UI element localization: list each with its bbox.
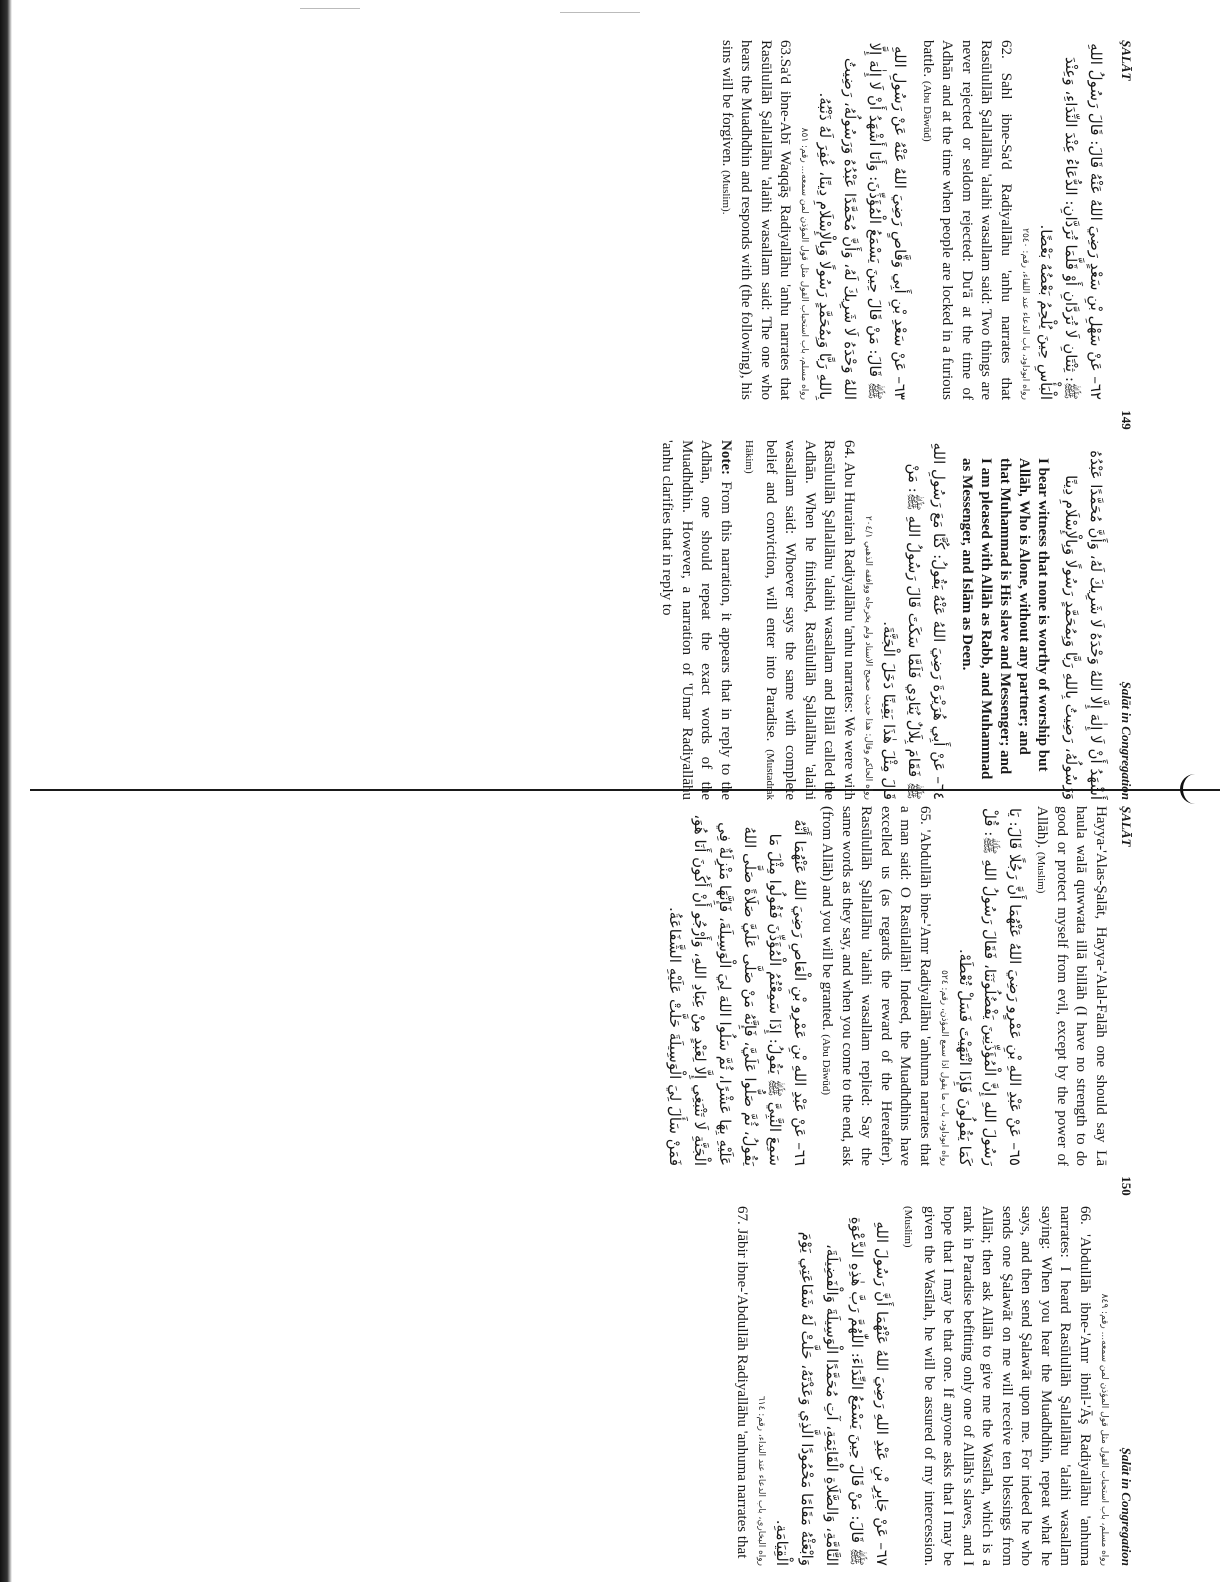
header-left: ŞALĀT (1119, 806, 1134, 847)
binding-curve (1180, 774, 1220, 804)
hadith-67-arabic: ٦٧– عَنْ جَابِرِ بْنِ عَبْدِ اللهِ رَضِيَ اللهُ عَنْهُمَا أَنَّ رَسُولَ اللهِ ﷺ قَالَ: مَنْ قَالَ حِينَ يَسْمَعُ النِّدَاءَ: اللّٰهُمَّ رَبَّ هٰذِهِ الدَّعْوَةِ التَّامَّةِ، وَالصَّلَاةِ الْقَائِمَةِ، آتِ مُحَمَّدًا الْوَسِيلَةَ وَالْفَضِيلَةَ، وَابْعَثْهُ مَقَامًا مَحْمُودًا الَّذِي وَعَدْتَهُ، حَلَّتْ لَهُ شَفَاعَتِي يَوْمَ الْقِيَامَةِ. (773, 1216, 891, 1566)
hadith-63-arabic: ٦٣– عَنْ سَعْدِ بْنِ أَبِي وَقَّاصٍ رَضِيَ اللهُ عَنْهُ عَنْ رَسُولِ اللهِ ﷺ قَالَ: مَنْ قَالَ حِينَ يَسْمَعُ الْمُؤَذِّنَ: وَأَنَا أَشْهَدُ أَنْ لَا إِلٰهَ إِلَّا اللهُ وَحْدَهُ لَا شَرِيكَ لَهُ، وَأَنَّ مُحَمَّدًا عَبْدُهُ وَرَسُولُهُ، رَضِيتُ بِاللهِ رَبًّا وَبِمُحَمَّدٍ رَسُولًا وَبِالْإِسْلَامِ دِينًا، غُفِرَ لَهُ ذَنْبُهُ. (816, 42, 910, 400)
left-column (660, 806, 1110, 1166)
hadith-65-arabic-ref: رواه ابوداود، باب ما يقول اذا سمع المؤذن، رقم: ٥٢٤ (939, 970, 949, 1166)
hadith-65-arabic: ٦٥– عَنْ عَبْدِ اللهِ بْنِ عَمْرٍو رَضِيَ اللهُ عَنْهُمَا أَنَّ رَجُلًا قَالَ: يَا رَسُولَ اللهِ إِنَّ الْمُؤَذِّنِينَ يَفْضُلُونَنَا، فَقَالَ رَسُولُ اللهِ ﷺ: قُلْ كَمَا يَقُولُونَ فَإِذَا انْتَهَيْتَ فَسَلْ تُعْطَهْ. (956, 808, 1024, 1166)
hadith-67-text: 67. Jābir ibne-'Abdullāh Radiyallāhu 'anhuma narrates that (734, 1206, 750, 1559)
hadith-66-source: (Muslim) (902, 1206, 915, 1248)
hadith-63-dua-arabic: أَشْهَدُ أَنْ لَا إِلٰهَ إِلَّا اللهُ وَحْدَهُ لَا شَرِيكَ لَهُ، وَأَنَّ مُحَمَّدًا عَبْدُهُ وَرَسُولُهُ، رَضِيتُ بِاللهِ رَبًّا وَبِمُحَمَّدٍ رَسُولًا وَبِالْإِسْلَامِ دِينًا (1062, 450, 1105, 800)
hadith-66-text: 66. 'Abdullāh ibne-'Amr ibnil-'Āş Radiyallāhu 'anhuma narrates: I heard Rasūlullāh Şallallāhu 'alaihi wasallam saying: When you hear the Muadhdhin, repeat what he says, and then send Şalawāt upon me. For indeed he who sends one Şalawāt on me will receive ten blessings from Allāh; then ask Allāh to give me the Wasīlah, which is a rank in Paradise befitting only one of Allāh's slaves, and I hope that I may be that one. If anyone asks that I may be given the Wasīlah, he will be assured of my intercession. (Muslim) (902, 1206, 1093, 1566)
page-number: 149 (1119, 410, 1134, 430)
note-text: From this narration, it appears that in reply to the Adhān, one should repeat the exact words of the Muadhdhin. However, a narration of 'Umar Radiyallāhu 'anhu clarifies that in reply to (659, 440, 734, 801)
page-header (1110, 806, 1140, 1566)
page-number: 150 (1119, 1176, 1134, 1196)
hadith-63-text: 63.Sa'd ibne-Abī Waqqāş Radiyallāhu 'anhu narrates that Rasūlullāh Şallallāhu 'alaihi wasallam said: The one who hears the Muadhdhin and responds with (the following), his sins will be forgiven. (Muslim). (719, 40, 794, 400)
scan-mark (300, 8, 360, 9)
hadith-67-arabic-ref: رواه البخاري، باب الدعاء عند النداء، رقم: ٦١٤ (756, 1395, 766, 1566)
hadith-62-arabic-ref: رواه ابوداود، باب الدعاء عند اللقاء، رقم: ٢٥٤٠ (1020, 228, 1030, 400)
hadith-63-source: (Muslim). (720, 170, 732, 215)
hadith-66-arabic: ٦٦– عَنْ عَبْدِ اللهِ بْنِ عَمْرِو بْنِ الْعَاصِ رَضِيَ اللهُ عَنْهُمَا أَنَّهُ سَمِعَ النَّبِيَّ ﷺ يَقُولُ: إِذَا سَمِعْتُمُ الْمُؤَذِّنَ فَقُولُوا مِثْلَ مَا يَقُولُ، ثُمَّ صَلُّوا عَلَيَّ، فَإِنَّهُ مَنْ صَلَّى عَلَيَّ صَلَاةً صَلَّى اللهُ عَلَيْهِ بِهَا عَشْرًا، ثُمَّ سَلُوا اللهَ لِيَ الْوَسِيلَةَ، فَإِنَّهَا مَنْزِلَةٌ فِي الْجَنَّةِ لَا تَنْبَغِي إِلَّا لِعَبْدٍ مِنْ عِبَادِ اللهِ، وَأَرْجُو أَنْ أَكُونَ أَنَا هُوَ، فَمَنْ سَأَلَ لِيَ الْوَسِيلَةَ حَلَّتْ عَلَيْهِ الشَّفَاعَةُ. (666, 814, 809, 1166)
continuation-source: (Muslim) (1035, 851, 1048, 894)
hadith-66-arabic-ref: رواه مسلم، باب استحباب القول مثل قول المؤذن لمن سمعه... رقم: ٨٤٩ (1099, 1293, 1109, 1566)
hadith-63-translation: I bear witness that none is worthy of worship but Allāh, Who is Alone, without any partner; and that Muhammad is His slave and Messenger; and I am pleased with Allāh as Rabb, and Muhammad as Messenger, and Islām as Deen. (959, 458, 1051, 780)
hadith-65-source: (Abu Dāwūd) (820, 1034, 833, 1096)
scan-mark (560, 12, 640, 13)
hadith-64-arabic: ٦٤– عَنْ أَبِي هُرَيْرَةَ رَضِيَ اللهُ عَنْهُ يَقُولُ: كُنَّا مَعَ رَسُولِ اللهِ ﷺ فَقَامَ بِلَالٌ يُنَادِي فَلَمَّا سَكَتَ قَالَ رَسُولُ اللهِ ﷺ: مَنْ قَالَ مِثْلَ هٰذَا يَقِينًا دَخَلَ الْجَنَّةَ. (880, 442, 948, 800)
header-right: Ṣalāt in Congregation (1119, 681, 1134, 800)
hadith-64-arabic-ref: رواه الحاكم وقال: هذا حديث صحيح الاسناد ولم يخرجاه ووافقه الذهبي ٢٠٤/١ (863, 515, 873, 800)
page-149 (50, 40, 1140, 800)
hadith-64-source: (Mustadrak Hākim) (743, 440, 776, 800)
header-right: Ṣalāt in Congregation (1119, 1447, 1134, 1566)
header-left: ŞALĀT (1119, 40, 1134, 81)
page-150 (50, 806, 1140, 1566)
book-binding-edge (0, 0, 12, 1582)
continuation-text: Hayya-'Alas-Şalāt, Hayya-'Alal-Falāh one should say Lā haula walā quwwata illā billāh (I have no strength to do good or protect myself from evil, except by the power of Allāh). (Muslim) (1034, 806, 1109, 1166)
hadith-62-arabic: ٦٢– عَنْ سَهْلِ بْنِ سَعْدٍ رَضِيَ اللهُ عَنْهُ قَالَ: قَالَ رَسُولُ اللهِ ﷺ: ثِنْتَانِ لَا تُرَدَّانِ أَوْ قَلَّمَا تُرَدَّانِ: الدُّعَاءُ عِنْدَ النِّدَاءِ، وَعِنْدَ الْبَأْسِ حِينَ يُلْحِمُ بَعْضُهُ بَعْضًا. (1037, 43, 1105, 400)
left-column (653, 40, 1110, 400)
hadith-62-source: (Abu Dāwūd) (921, 80, 933, 142)
page-header (1110, 40, 1140, 800)
hadith-62-text: 62. Sahl ibne-Sa'd Radiyallāhu 'anhu narrates that Rasūlullāh Şallallāhu 'alaihi wasallam said: Two things are never rejected or seldom rejected: Du'ā at the time of Adhān and at the time when people are locked in a furious battle. (Abu Dāwūd) (920, 40, 1014, 400)
note (657, 440, 735, 800)
hadith-63-arabic-ref: رواه مسلم، باب استحباب القول مثل قول المؤذن لمن سمعه... رقم: ٨٥١ (799, 127, 810, 400)
note-label: Note: (718, 440, 734, 475)
hadith-65-text: 65. 'Abdullāh ibne-'Amr Radiyallāhu 'anhuma narrates that a man said: O Rasūlallāh! Indeed, the Muadhdhins have excelled us (as regards the reward of the Hereafter). Rasūlullāh Şallallāhu 'alaihi wasallam replied: Say the same words as they say, and when you come to the end, ask (from Allāh) and you will be granted. (Abu Dāwūd) (819, 806, 933, 1166)
hadith-64-text: 64. Abu Hurairah Radiyallāhu 'anhu narrates: We were with Rasūlullāh Şallallāhu 'alaihi wasallam and Bilāl called the Adhān. When he finished, Rasūlullāh Şallallāhu 'alaihi wasallam said: Whoever says the same with complete belief and conviction, will enter into Paradise. (Mustadrak Hākim) (743, 440, 857, 800)
right-column (653, 440, 1110, 800)
right-column (660, 1206, 1110, 1566)
